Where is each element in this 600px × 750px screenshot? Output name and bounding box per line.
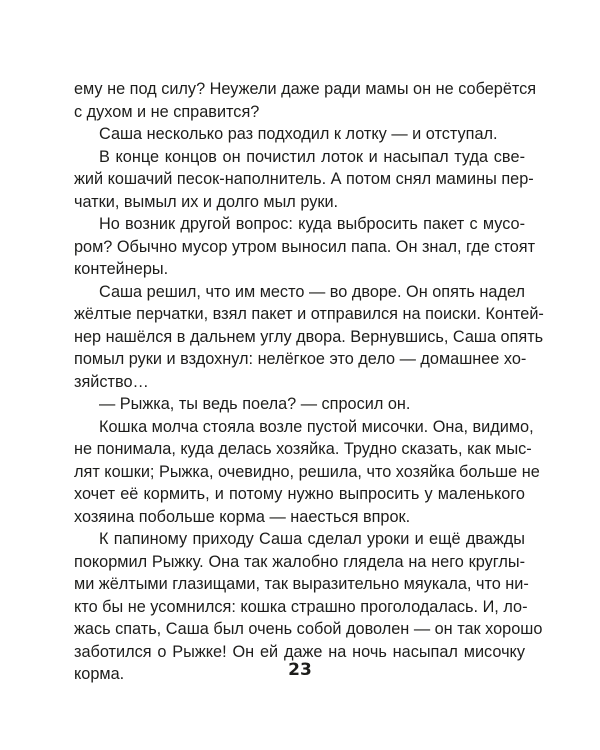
text-line: Кошка молча стояла возле пустой мисочки. Она, видимо, bbox=[99, 417, 534, 436]
text-line: ром? Обычно мусор утром выносил папа. Он знал, где стоят bbox=[74, 237, 536, 256]
text-line: хочет её кормить, и потому нужно выпросить у маленького bbox=[74, 485, 525, 503]
text-line: покормил Рыжку. Она так жалобно глядела на него круглы- bbox=[74, 552, 525, 571]
body-text bbox=[74, 78, 544, 686]
text-line: кто бы не усомнился: кошка страшно проголодалась. И, ло- bbox=[74, 597, 528, 616]
text-line: — Рыжка, ты ведь поела? — спросил он. bbox=[99, 395, 411, 413]
text-line: Саша несколько раз подходил к лотку — и отступал. bbox=[99, 125, 498, 143]
text-line: контейнеры. bbox=[74, 260, 169, 278]
text-line: зяйство… bbox=[74, 372, 149, 391]
text-line: жась спать, Саша был очень собой доволен — он так хорошо bbox=[74, 620, 543, 638]
text-line: не понимала, куда делась хозяйка. Трудно сказать, как мыс- bbox=[74, 440, 532, 458]
text-line: жёлтые перчатки, взял пакет и отправился на поиски. Контей- bbox=[74, 305, 544, 323]
text-line: заботился о Рыжке! Он ей даже на ночь насыпал мисочку bbox=[74, 642, 525, 661]
text-line: ми жёлтыми глазищами, так выразительно мяукала, что ни- bbox=[74, 575, 529, 593]
text-line: чатки, вымыл их и долго мыл руки. bbox=[74, 192, 339, 211]
text-line: жий кошачий песок-наполнитель. А потом снял мамины пер- bbox=[74, 170, 534, 188]
text-line: лят кошки; Рыжка, очевидно, решила, что хозяйка больше не bbox=[74, 462, 540, 481]
text-line: К папиному приходу Саша сделал уроки и ещё дважды bbox=[99, 530, 525, 548]
text-line: корма. bbox=[74, 665, 125, 683]
text-line: хозяина побольше корма — наесться впрок. bbox=[74, 507, 411, 526]
text-line: ему не под силу? Неужели даже ради мамы он не соберётся bbox=[74, 80, 537, 98]
page-number: 23 bbox=[288, 660, 312, 680]
text-line: помыл руки и вздохнул: нелёгкое это дело — домашнее хо- bbox=[74, 350, 527, 368]
text-line: с духом и не справится? bbox=[74, 102, 260, 121]
text-line: В конце концов он почистил лоток и насыпал туда свe- bbox=[99, 147, 525, 166]
text-line: Саша решил, что им место — во дворе. Он опять надел bbox=[99, 282, 525, 301]
text-line: нер нашёлся в дальнем углу двора. Вернувшись, Саша опять bbox=[74, 327, 544, 346]
text-line: Но возник другой вопрос: куда выбросить пакет с мусо- bbox=[99, 215, 525, 233]
